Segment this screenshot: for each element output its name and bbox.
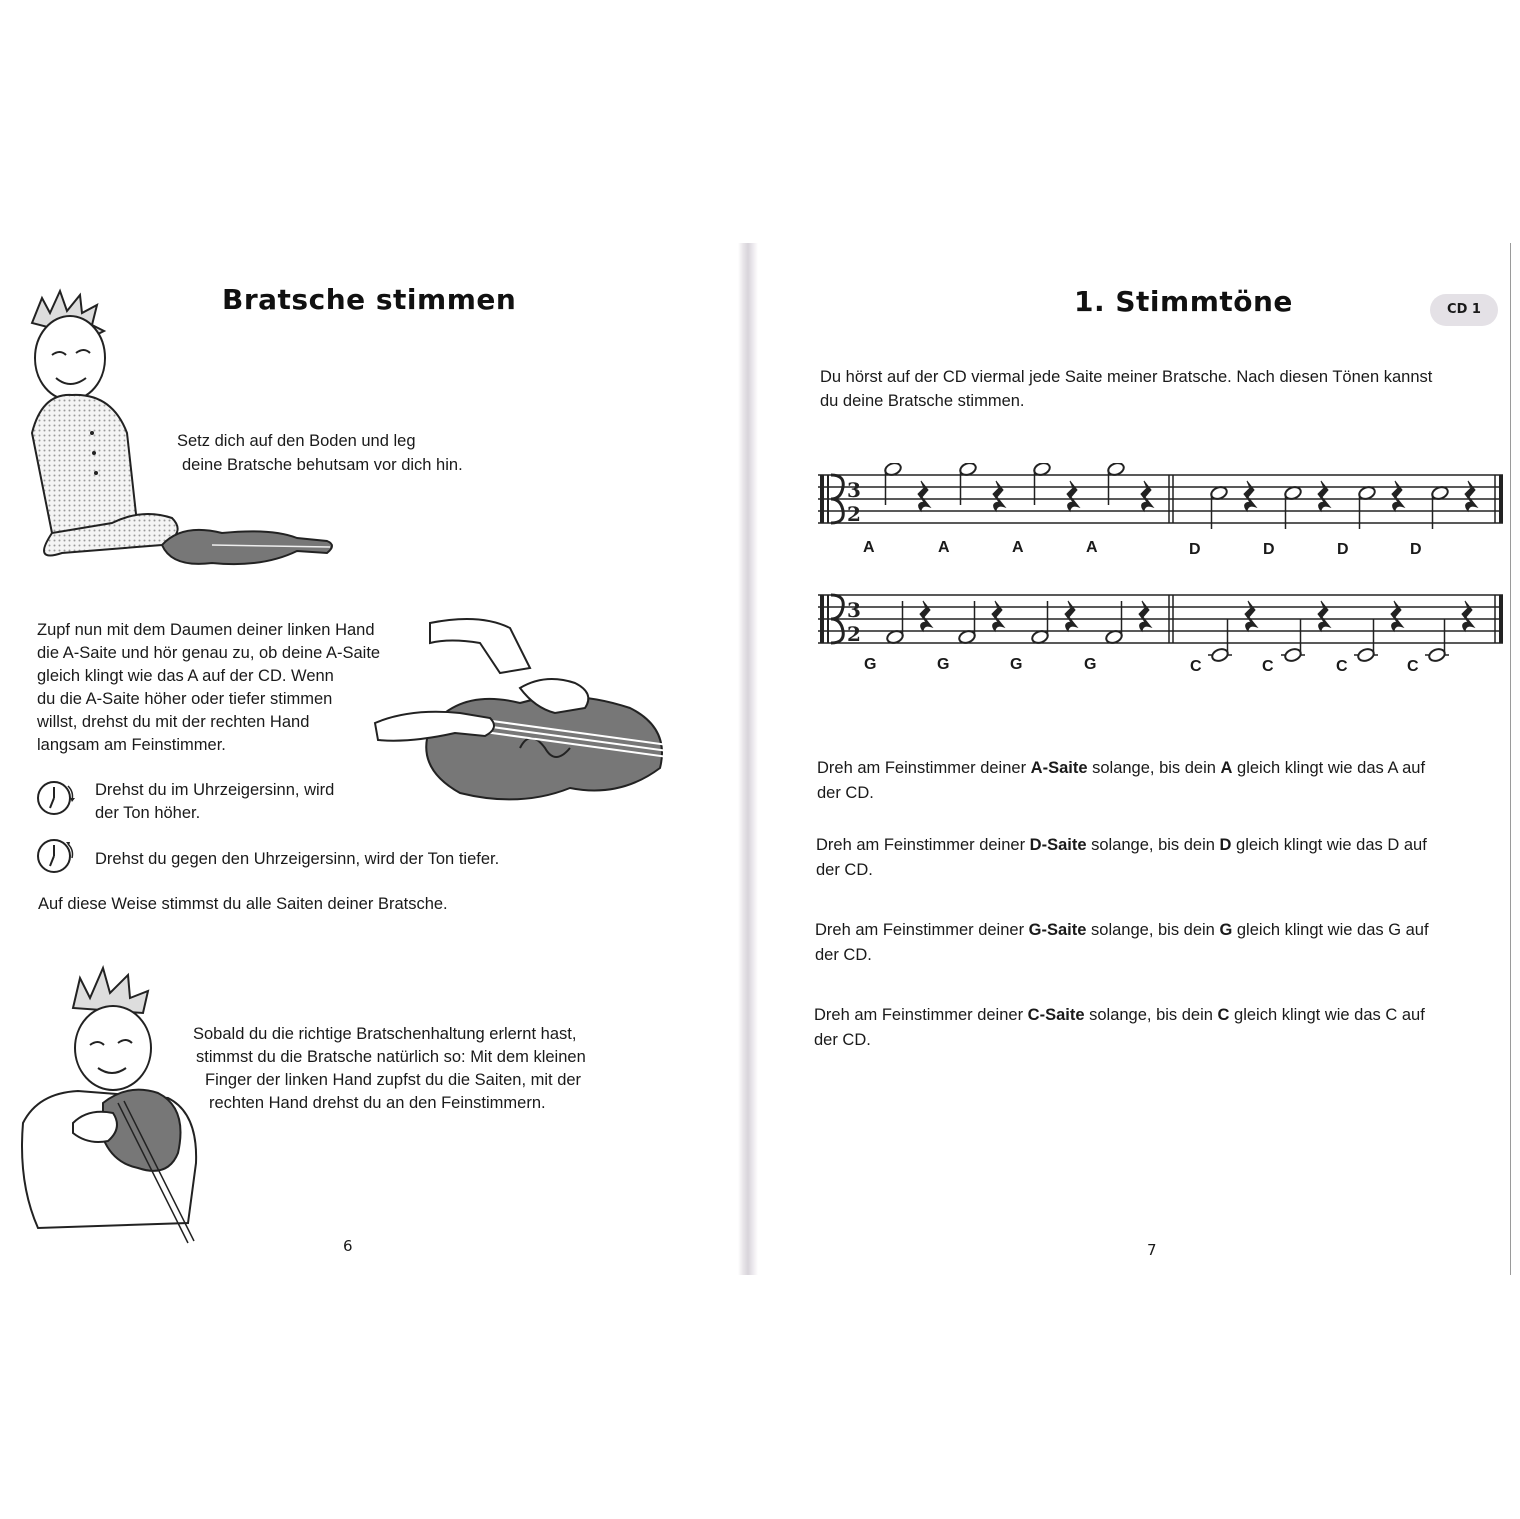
instruction-g-line-2: der CD. [815,946,872,964]
staff-1-time-signature [847,478,861,526]
staff-2-note-label: C [1262,658,1274,675]
all-strings-line: Auf diese Weise stimmst du alle Saiten deiner Bratsche. [38,895,448,913]
staff-2-note-label: C [1407,658,1419,675]
intro-line-1: Setz dich auf den Boden und leg [177,432,416,450]
instruction-d-line-1: Dreh am Feinstimmer deiner D-Saite solange, bis dein D gleich klingt wie das D auf [816,836,1427,854]
clockwise-line-1: Drehst du im Uhrzeigersinn, wird [95,781,335,799]
right-page [758,243,1511,1275]
quarter-rest [920,601,932,631]
staff-2-note-label: G [1084,656,1097,673]
quarter-rest [1139,601,1151,631]
staff-1-lines [818,475,1503,523]
staff-2-note-label: G [937,656,950,673]
right-page-title: 1. Stimmtöne [1074,285,1293,318]
pluck-line-4: du die A-Saite höher oder tiefer stimmen [37,690,333,708]
pluck-line-2: die A-Saite und hör genau zu, ob deine A-Saite [37,644,381,662]
staff-2-time-signature [847,598,861,646]
half-note-c [1281,619,1305,663]
quarter-rest [993,481,1005,511]
right-intro-line-1: Du hörst auf der CD viermal jede Saite meiner Bratsche. Nach diesen Tönen kannst [820,368,1433,386]
instruction-c-line-1: Dreh am Feinstimmer deiner C-Saite solange, bis dein C gleich klingt wie das C auf [814,1006,1425,1024]
staff-2-lines [818,595,1503,643]
book-gutter [738,243,758,1275]
half-note-c [1354,619,1378,663]
left-page-title: Bratsche stimmen [222,283,517,316]
quarter-rest [1141,481,1153,511]
pluck-line-5: willst, drehst du mit der rechten Hand [37,713,310,731]
counterclockwise-line: Drehst du gegen den Uhrzeigersinn, wird der Ton tiefer. [95,850,500,868]
left-page-number: 6 [343,1237,353,1255]
right-intro-line-2: du deine Bratsche stimmen. [820,392,1025,410]
instruction-a-line-1: Dreh am Feinstimmer deiner A-Saite solange, bis dein A gleich klingt wie das A auf [817,759,1426,777]
quarter-rest [1318,601,1330,631]
instruction-g-line-1: Dreh am Feinstimmer deiner G-Saite solange, bis dein G gleich klingt wie das G auf [815,921,1429,939]
quarter-rest [1245,601,1257,631]
instruction-a-line-2: der CD. [817,784,874,802]
svg-text:2: 2 [847,502,861,526]
quarter-rest [1392,481,1404,511]
staff-1-note-label: A [1086,539,1098,556]
quarter-rest [1067,481,1079,511]
left-page [0,243,738,1275]
staff-2-note-label: G [864,656,877,673]
staff-1-note-label: D [1263,541,1275,558]
staff-2-notation [813,583,1513,663]
posture-line-4: rechten Hand drehst du an den Feinstimmern. [209,1094,546,1112]
staff-1-note-label: A [863,539,875,556]
svg-text:2: 2 [847,622,861,646]
posture-line-1: Sobald du die richtige Bratschenhaltung erlernt hast, [193,1025,577,1043]
counterclockwise-clock-icon [35,836,75,876]
pluck-line-6: langsam am Feinstimmer. [37,736,226,754]
staff-2-note-label: G [1010,656,1023,673]
half-note-c [1425,619,1449,663]
staff-2-note-label: C [1190,658,1202,675]
posture-line-2: stimmst du die Bratsche natürlich so: Mit dem kleinen [196,1048,586,1066]
intro-line-2: deine Bratsche behutsam vor dich hin. [182,456,463,474]
quarter-rest [1244,481,1256,511]
posture-line-3: Finger der linken Hand zupfst du die Saiten, mit der [205,1071,582,1089]
svg-text:3: 3 [847,478,861,502]
quarter-rest [1318,481,1330,511]
half-note-c [1208,619,1232,663]
hands-tuning-illustration [370,608,700,808]
svg-text:3: 3 [847,598,861,622]
staff-1-notation [813,463,1513,543]
staff-1-note-label: D [1337,541,1349,558]
quarter-rest [918,481,930,511]
staff-1-note-label: A [1012,539,1024,556]
clockwise-line-2: der Ton höher. [95,804,201,822]
staff-1-note-label: A [938,539,950,556]
child-holding-viola-illustration [18,963,203,1248]
instruction-d-line-2: der CD. [816,861,873,879]
quarter-rest [1462,601,1474,631]
quarter-rest [1391,601,1403,631]
pluck-line-3: gleich klingt wie das A auf der CD. Wenn [37,667,334,685]
quarter-rest [1465,481,1477,511]
cd-badge: CD 1 [1430,294,1498,326]
staff-2-note-label: C [1336,658,1348,675]
quarter-rest [1065,601,1077,631]
instruction-c-line-2: der CD. [814,1031,871,1049]
staff-1-note-label: D [1410,541,1422,558]
pluck-line-1: Zupf nun mit dem Daumen deiner linken Hand [37,621,375,639]
quarter-rest [992,601,1004,631]
clockwise-clock-icon [35,778,75,818]
right-page-number: 7 [1147,1241,1157,1259]
staff-1-note-label: D [1189,541,1201,558]
